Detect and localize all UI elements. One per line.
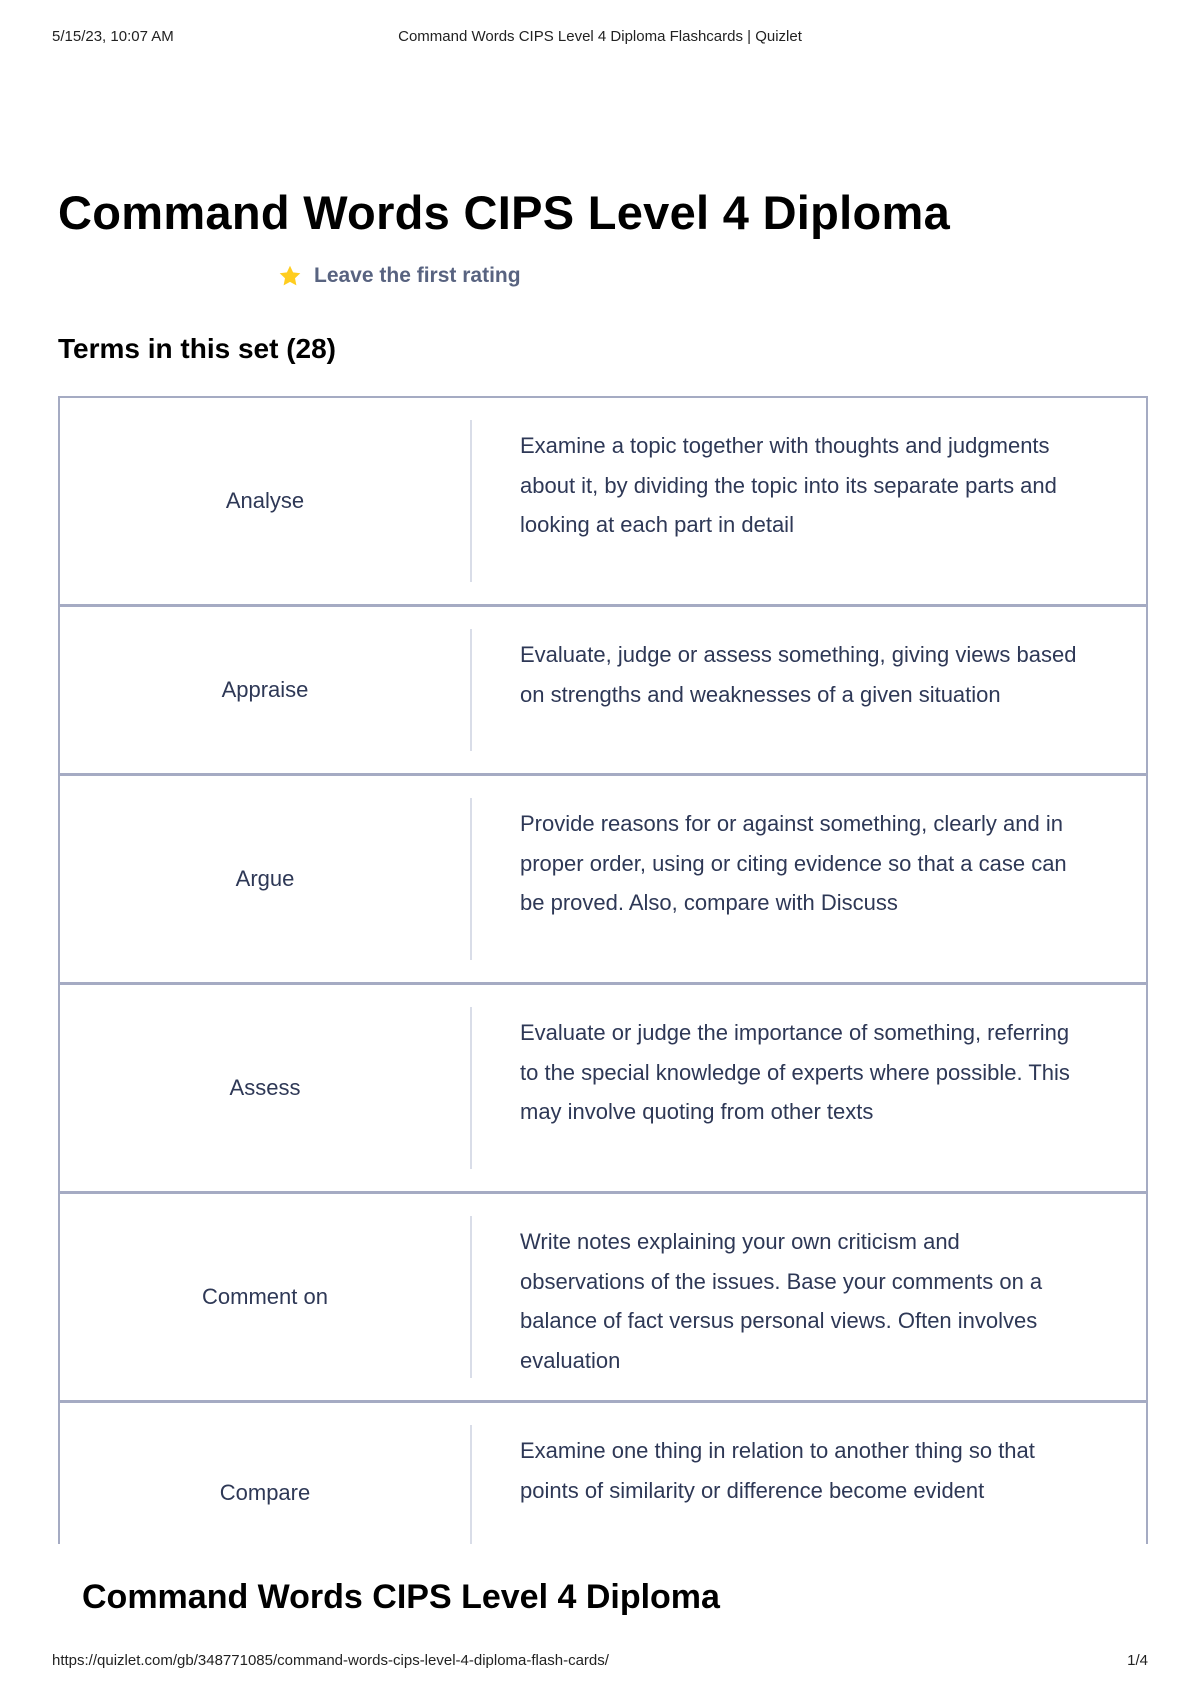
- definition-text: Evaluate or judge the importance of something, referring to the special knowledge of experts where possible. This may involve quoting from other texts: [520, 1020, 1070, 1124]
- terms-list: [58, 396, 1148, 1544]
- term-divider: [470, 629, 472, 751]
- term-divider: [470, 1007, 472, 1169]
- term-card[interactable]: [58, 1401, 1148, 1544]
- leave-rating-link[interactable]: Leave the first rating: [314, 264, 521, 287]
- definition-text: Evaluate, judge or assess something, giving views based on strengths and weaknesses of a given situation: [520, 642, 1077, 707]
- rating-control[interactable]: [278, 264, 521, 288]
- terms-heading: Terms in this set (28): [58, 333, 337, 364]
- term-text: Comment on: [202, 1284, 328, 1309]
- term-divider: [470, 1216, 472, 1378]
- term-divider: [470, 1425, 472, 1544]
- term-text: Analyse: [225, 488, 305, 513]
- set-title: Command Words CIPS Level 4 Diploma: [58, 186, 951, 239]
- term-divider: [470, 798, 472, 960]
- definition-text: Write notes explaining your own criticism and observations of the issues. Base your comments on a balance of fact versus personal views. Often involves evaluation: [520, 1229, 1043, 1373]
- term-card[interactable]: [58, 983, 1148, 1193]
- term-card[interactable]: [58, 1192, 1148, 1402]
- term-divider: [470, 420, 472, 582]
- print-url: https://quizlet.com/gb/348771085/command-words-cips-level-4-diploma-flash-cards/: [52, 1652, 609, 1669]
- term-card[interactable]: [58, 774, 1148, 984]
- term-text: Argue: [235, 866, 295, 891]
- print-document-title: Command Words CIPS Level 4 Diploma Flashcards | Quizlet: [398, 28, 802, 45]
- definition-text: Provide reasons for or against something, clearly and in proper order, using or citing evidence so that a case can be proved. Also, compare with Discuss: [520, 811, 1067, 915]
- sticky-set-title: Command Words CIPS Level 4 Diploma: [82, 1578, 720, 1616]
- term-text: Compare: [219, 1480, 311, 1505]
- definition-text: Examine one thing in relation to another thing so that points of similarity or difference become evident: [520, 1438, 1035, 1503]
- term-text: Appraise: [221, 677, 309, 702]
- print-datetime: 5/15/23, 10:07 AM: [52, 28, 174, 45]
- definition-text: Examine a topic together with thoughts and judgments about it, by dividing the topic into its separate parts and looking at each part in detail: [520, 433, 1057, 537]
- print-page-number: 1/4: [1127, 1652, 1148, 1669]
- print-header: [52, 28, 1148, 48]
- term-text: Assess: [229, 1075, 301, 1100]
- term-card[interactable]: [58, 396, 1148, 606]
- term-card[interactable]: [58, 605, 1148, 775]
- star-icon: [278, 264, 302, 288]
